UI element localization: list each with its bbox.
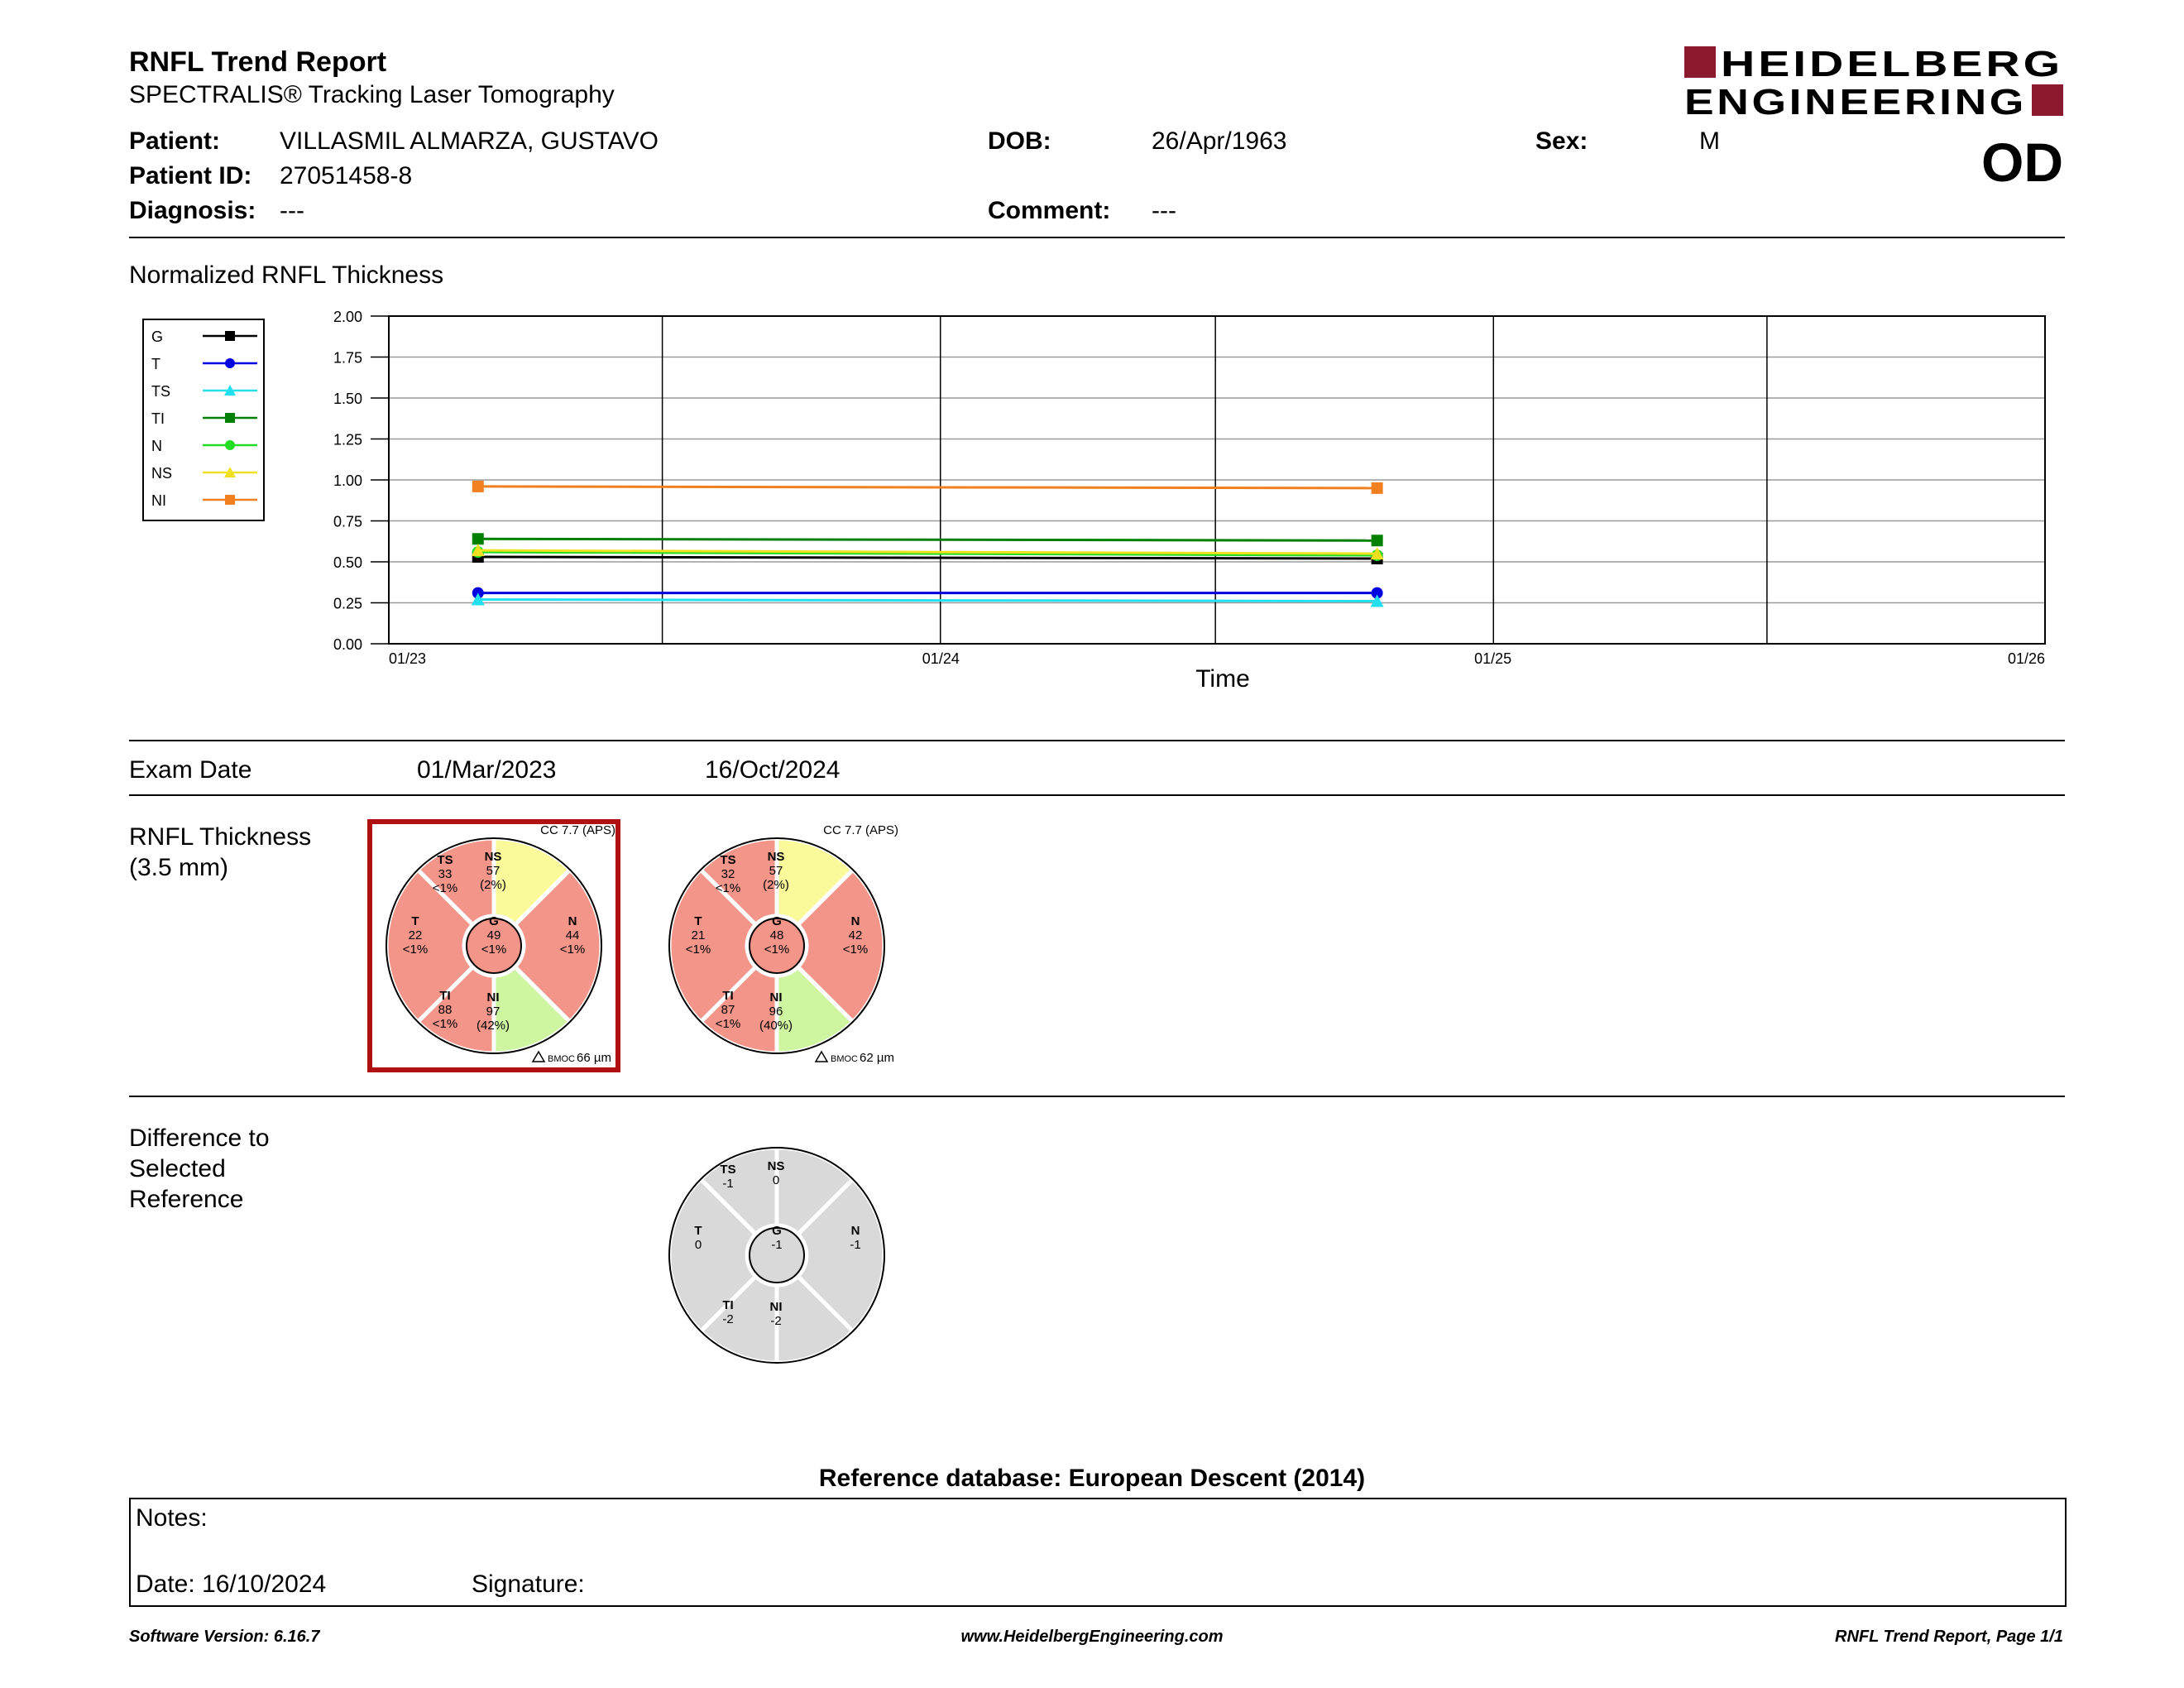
legend-marker-ni xyxy=(225,495,235,505)
software-version: Software Version: 6.16.7 xyxy=(129,1628,320,1646)
sector-name-n: N xyxy=(850,914,860,928)
sector-value-t: 21 xyxy=(691,928,706,942)
sector-value-ns: 57 xyxy=(486,864,500,878)
svg-text:HEIDELBERG: HEIDELBERG xyxy=(1721,44,2063,84)
legend-label-t: T xyxy=(151,356,160,372)
sector-name-n: N xyxy=(850,1224,860,1238)
data-point-ni xyxy=(1372,482,1383,494)
notes-label: Notes: xyxy=(136,1504,208,1532)
exam-divider-top xyxy=(129,740,2065,741)
chart-legend xyxy=(143,319,264,520)
sector-name-ns: NS xyxy=(767,850,785,864)
patient-label: Patient: xyxy=(129,127,221,155)
sector-plot-exam2[interactable] xyxy=(650,819,903,1072)
trend-chart xyxy=(132,300,2068,688)
sector-value-ti: -2 xyxy=(722,1312,734,1326)
page-number: RNFL Trend Report, Page 1/1 xyxy=(1835,1628,2063,1646)
diagnosis-value: --- xyxy=(280,197,304,224)
quality-label: CC 7.7 (APS) xyxy=(823,823,898,837)
legend-label-ni: NI xyxy=(151,492,166,509)
sector-name-ns: NS xyxy=(767,1159,785,1173)
bmoc-label: BMOC xyxy=(831,1054,858,1064)
delta-icon xyxy=(533,1052,544,1062)
y-tick-label: 1.25 xyxy=(333,431,362,448)
report-subtitle: SPECTRALIS® Tracking Laser Tomography xyxy=(129,81,615,108)
sector-value-t: 22 xyxy=(408,928,423,942)
legend-marker-t xyxy=(225,358,235,368)
sector-value-ts: 32 xyxy=(721,867,735,881)
legend-label-ts: TS xyxy=(151,383,171,400)
sector-pct-ti: <1% xyxy=(432,1017,458,1031)
y-tick-label: 1.00 xyxy=(333,472,362,489)
legend-marker-g xyxy=(225,331,235,341)
series-line-ni xyxy=(478,487,1377,488)
sector-plot-exam1[interactable] xyxy=(367,819,620,1072)
diagnosis-label: Diagnosis: xyxy=(129,197,256,224)
sex-label: Sex: xyxy=(1535,127,1588,155)
exam-date-label: Exam Date xyxy=(129,756,252,784)
sector-value-ts: -1 xyxy=(722,1177,734,1191)
legend-marker-n xyxy=(225,440,235,450)
series-line-ts xyxy=(478,600,1377,602)
sector-value-ni: 97 xyxy=(486,1005,500,1019)
report-title: RNFL Trend Report xyxy=(129,46,387,78)
sector-name-ti: TI xyxy=(722,989,734,1003)
legend-label-g: G xyxy=(151,328,164,345)
difference-label: Difference to Selected Reference xyxy=(129,1125,270,1213)
comment-value: --- xyxy=(1152,197,1176,224)
sector-pct-ns: (2%) xyxy=(763,878,789,892)
sector-value-n: -1 xyxy=(850,1238,861,1252)
sector-name-g: G xyxy=(772,914,782,928)
website-link[interactable]: www.HeidelbergEngineering.com xyxy=(960,1628,1224,1646)
bmoc-label: BMOC xyxy=(548,1054,575,1064)
sector-name-g: G xyxy=(489,914,499,928)
sector-name-t: T xyxy=(694,914,702,928)
difference-divider xyxy=(129,1096,2065,1097)
x-tick-label: 01/25 xyxy=(1474,650,1512,667)
sector-pct-g: <1% xyxy=(481,942,507,957)
sex-value: M xyxy=(1699,127,1720,155)
sector-name-ts: TS xyxy=(720,853,736,867)
notes-box[interactable] xyxy=(129,1498,2067,1607)
sector-value-ti: 87 xyxy=(721,1003,735,1017)
sector-name-n: N xyxy=(568,914,577,928)
sector-pct-t: <1% xyxy=(685,942,711,957)
sector-value-t: 0 xyxy=(694,1238,702,1252)
sector-name-t: T xyxy=(694,1224,702,1238)
sector-pct-g: <1% xyxy=(764,942,790,957)
sector-pct-n: <1% xyxy=(842,942,869,957)
y-tick-label: 2.00 xyxy=(333,309,362,325)
x-axis-label: Time xyxy=(1195,665,1250,688)
sector-value-ns: 57 xyxy=(769,864,783,878)
sector-name-ns: NS xyxy=(484,850,502,864)
comment-label: Comment: xyxy=(988,197,1111,224)
sector-value-ni: 96 xyxy=(769,1005,783,1019)
signature-label: Signature: xyxy=(472,1571,585,1598)
sector-plot-difference xyxy=(650,1129,903,1382)
series-line-g xyxy=(478,557,1377,559)
sector-value-n: 44 xyxy=(565,928,580,942)
chart-grid xyxy=(389,316,2045,644)
bmoc-value: 62 µm xyxy=(860,1051,894,1065)
sector-value-ti: 88 xyxy=(438,1003,453,1017)
trend-section-title: Normalized RNFL Thickness xyxy=(129,261,444,289)
sector-pct-t: <1% xyxy=(402,942,429,957)
x-tick-label: 01/24 xyxy=(922,650,960,667)
sector-value-n: 42 xyxy=(848,928,863,942)
heidelberg-engineering-logo xyxy=(1684,43,2065,119)
x-tick-label: 01/26 xyxy=(2007,650,2045,667)
sector-name-g: G xyxy=(772,1224,782,1238)
patient-name: VILLASMIL ALMARZA, GUSTAVO xyxy=(280,127,659,155)
y-tick-label: 0.00 xyxy=(333,636,362,653)
y-tick-label: 1.50 xyxy=(333,391,362,407)
sector-value-g: 49 xyxy=(486,928,501,942)
sector-value-g: 48 xyxy=(769,928,784,942)
data-point-ni xyxy=(472,481,484,492)
sector-value-ts: 33 xyxy=(438,867,453,881)
chart-series xyxy=(472,481,1384,607)
y-tick-label: 0.25 xyxy=(333,595,362,612)
sector-pct-n: <1% xyxy=(559,942,586,957)
sector-name-ts: TS xyxy=(437,853,453,867)
y-tick-label: 0.50 xyxy=(333,554,362,571)
sector-name-ti: TI xyxy=(439,989,451,1003)
sector-name-ni: NI xyxy=(486,990,500,1005)
dob-label: DOB: xyxy=(988,127,1051,155)
sector-name-ts: TS xyxy=(720,1163,736,1177)
legend-label-n: N xyxy=(151,438,162,454)
series-line-ti xyxy=(478,539,1377,540)
sector-value-ni: -2 xyxy=(770,1314,782,1328)
data-point-ti xyxy=(472,533,484,544)
delta-icon xyxy=(816,1052,827,1062)
y-tick-label: 0.75 xyxy=(333,513,362,530)
sector-name-ni: NI xyxy=(769,990,783,1005)
exam-divider-bottom xyxy=(129,794,2065,796)
legend-label-ns: NS xyxy=(151,465,173,482)
sector-pct-ns: (2%) xyxy=(480,878,506,892)
bmoc-value: 66 µm xyxy=(577,1051,611,1065)
y-tick-label: 1.75 xyxy=(333,349,362,367)
x-tick-label: 01/23 xyxy=(389,650,427,667)
dob-value: 26/Apr/1963 xyxy=(1152,127,1287,155)
sector-pct-ni: (42%) xyxy=(476,1019,510,1033)
sector-name-ni: NI xyxy=(769,1300,783,1314)
header-divider xyxy=(129,237,2065,238)
sector-name-ti: TI xyxy=(722,1298,734,1312)
patient-id: 27051458-8 xyxy=(280,162,413,189)
sector-pct-ni: (40%) xyxy=(759,1019,793,1033)
sector-name-t: T xyxy=(411,914,419,928)
reference-database: Reference database: European Descent (2014) xyxy=(818,1465,1366,1492)
data-point-ti xyxy=(1372,535,1383,546)
sector-pct-ts: <1% xyxy=(715,881,741,895)
sector-pct-ts: <1% xyxy=(432,881,458,895)
exam-date-1: 01/Mar/2023 xyxy=(417,756,557,784)
rnfl-thickness-label: RNFL Thickness (3.5 mm) xyxy=(129,823,312,881)
sector-value-g: -1 xyxy=(771,1238,783,1252)
legend-label-ti: TI xyxy=(151,410,165,427)
legend-marker-ti xyxy=(225,413,235,423)
sector-value-ns: 0 xyxy=(772,1173,780,1187)
quality-label: CC 7.7 (APS) xyxy=(540,823,615,837)
patient-id-label: Patient ID: xyxy=(129,162,252,189)
sector-pct-ti: <1% xyxy=(715,1017,741,1031)
svg-text:ENGINEERING: ENGINEERING xyxy=(1684,82,2027,119)
eye-laterality: OD xyxy=(1981,132,2063,193)
exam-date-2: 16/Oct/2024 xyxy=(705,756,841,784)
notes-date: Date: 16/10/2024 xyxy=(136,1571,327,1598)
